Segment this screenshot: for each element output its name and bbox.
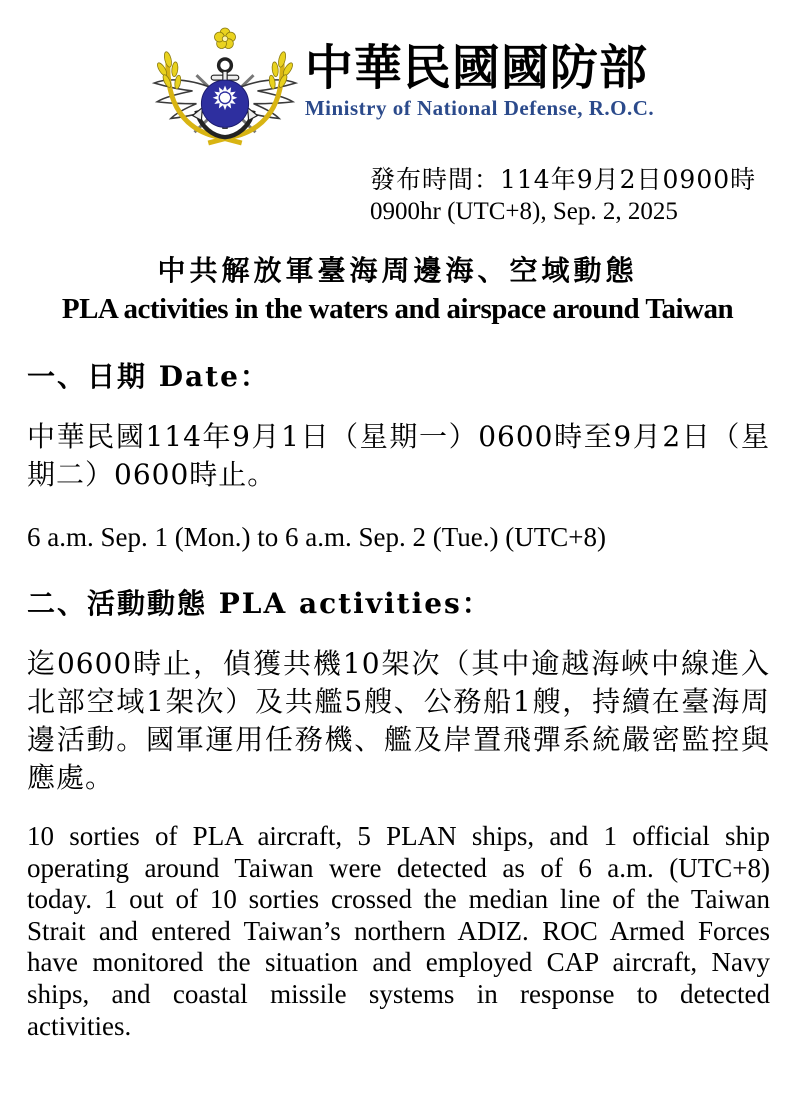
document-header [35,26,770,148]
activities-paragraph-zh: 迄0600時止，偵獲共機10架次（其中逾越海峽中線進入北部空域1架次）及共艦5艘、公務船1艘，持續在臺海周邊活動。國軍運用任務機、艦及岸置飛彈系統嚴密監控與應處。 [27,646,770,795]
org-name-en: Ministry of National Defense, R.O.C. [304,95,655,120]
date-paragraph-zh: 中華民國114年9月1日（星期一）0600時至9月2日（星期二）0600時止。 [27,419,770,491]
section-heading-activities: 二、活動動態 PLA activities： [27,587,492,621]
document-title-zh: 中共解放軍臺海周邊海、空域動態 [157,254,638,287]
activities-paragraph-en: 10 sorties of PLA aircraft, 5 PLAN ships, and 1 official ship operating around Taiwan were detected as of 6 a.m. (UTC+8) today. 1 out of 10 sorties crossed the median line of the Taiwan Strait and entered Taiwan’s northern ADIZ. ROC Armed Forces have monitored the situation and employed CAP aircraft, Navy ships, and coastal missile systems in response to detected activities. [27,821,770,1041]
section-heading-date: 一、日期 Date： [27,359,270,393]
date-paragraph-en: 6 a.m. Sep. 1 (Mon.) to 6 a.m. Sep. 2 (Tue.) (UTC+8) [27,521,606,552]
org-name-zh: 中華民國國防部 [304,40,648,96]
release-time-block [370,164,770,228]
org-name-block [305,26,654,121]
release-time-en: 0900hr (UTC+8), Sep. 2, 2025 [370,198,678,225]
document-title-en: PLA activities in the waters and airspace around Taiwan [61,292,734,325]
release-time-zh: 發布時間：114年9月2日0900時 [370,165,757,194]
roc-mnd-emblem-icon [151,26,299,146]
